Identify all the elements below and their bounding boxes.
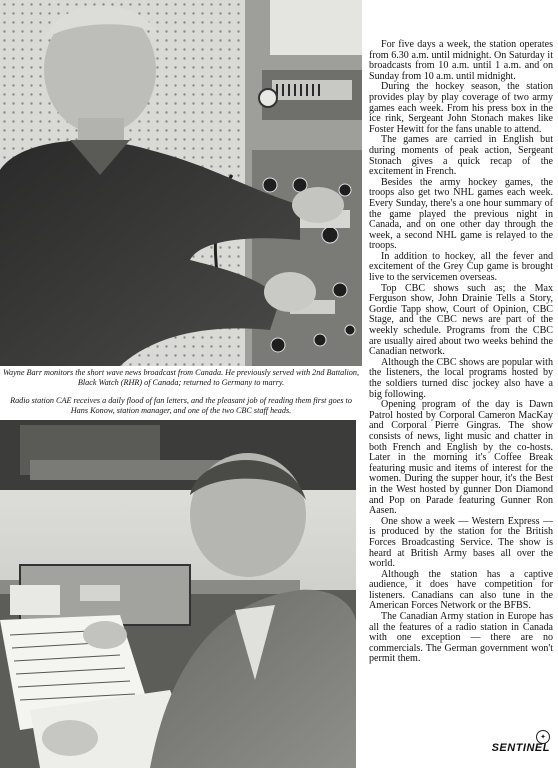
article-paragraph: Although the CBC shows are popular with the listeners, the local programs hosted by the soldiers turned disc jockey also have a big following. (369, 356, 553, 400)
radio-operator-photo (0, 0, 362, 366)
article-paragraph: In addition to hockey, all the fever and excitement of the Grey Cup game is brought live to the servicemen overseas. (369, 250, 553, 284)
radio-operator-photo-illustration (0, 0, 362, 366)
article-column (369, 40, 553, 665)
article-paragraph: During the hockey season, the station provides play by play coverage of two army games each week. From his press box in the ice rink, Sergeant John Stonach makes like Foster Hewitt for the fans unable to attend. (369, 81, 553, 135)
article-paragraph: Opening program of the day is Dawn Patrol hosted by Corporal Cameron MacKay and Corporal Pierre Gingras. The show consists of news, light music and chatter in both French and English by the co-hosts. Later in the morning it's Coffee Break featuring music and items of interest for the women. During the supper hour, it's the Best in the West hosted by gunner Don Diamond and Pop on Parade featuring Gunner Ron Aasen. (369, 399, 553, 517)
article-paragraph: Although the station has a captive audience, it does have competition for listeners. Canadians can also tune in the American Forces Network or the BFBS. (369, 568, 553, 612)
bottom-photo-caption: Radio station CAE receives a daily flood of fan letters, and the pleasant job of reading them first goes to Hans Konow, station manager, and one of the two CBC staff heads. (10, 396, 352, 415)
top-photo-caption: Wayne Barr monitors the short wave news broadcast from Canada. He previously served with 2nd Battalion, Black Watch (RHR) of Canada; returned to Germany to marry. (2, 368, 360, 387)
maple-leaf-seal-icon: ✦ (536, 730, 550, 744)
article-paragraph: For five days a week, the station operates from 6.30 a.m. until midnight. On Saturday it broadcasts from 10 a.m. until 1 a.m. and on Sunday from 10 a.m. until midnight. (369, 39, 553, 82)
magazine-name: SENTINEL (491, 742, 550, 754)
article-paragraph: The Canadian Army station in Europe has all the features of a radio station in Canada with one exception — there are no commercials. The German government won't permit them. (369, 611, 553, 665)
article-paragraph: Top CBC shows such as; the Max Ferguson show, John Drainie Tells a Story, Gordie Tapp show, Court of Opinion, CBC Stage, and the CBC news are part of the weekly schedule. Programs from the CBC are usually aired about two weeks behind the Canadian network. (369, 282, 553, 358)
article-paragraph: Besides the army hockey games, the troops also get two NHL games each week. Every Sunday, there's a one hour summary of the game played the previous night in Canada, and on one other day through the week, a second NHL game is relayed to the troops. (369, 176, 553, 252)
article-paragraph: The games are carried in English but during moments of peak action, Sergeant Stonach gives a quick recap of the excitement in French. (369, 134, 553, 178)
man-reading-letters-photo (0, 420, 356, 768)
article-paragraph: One show a week — Western Express — is produced by the station for the British Forces Broadcasting Service. The show is heard at British Army bases all over the world. (369, 515, 553, 570)
page-footer (492, 742, 550, 754)
man-reading-letters-photo-illustration (0, 420, 356, 768)
